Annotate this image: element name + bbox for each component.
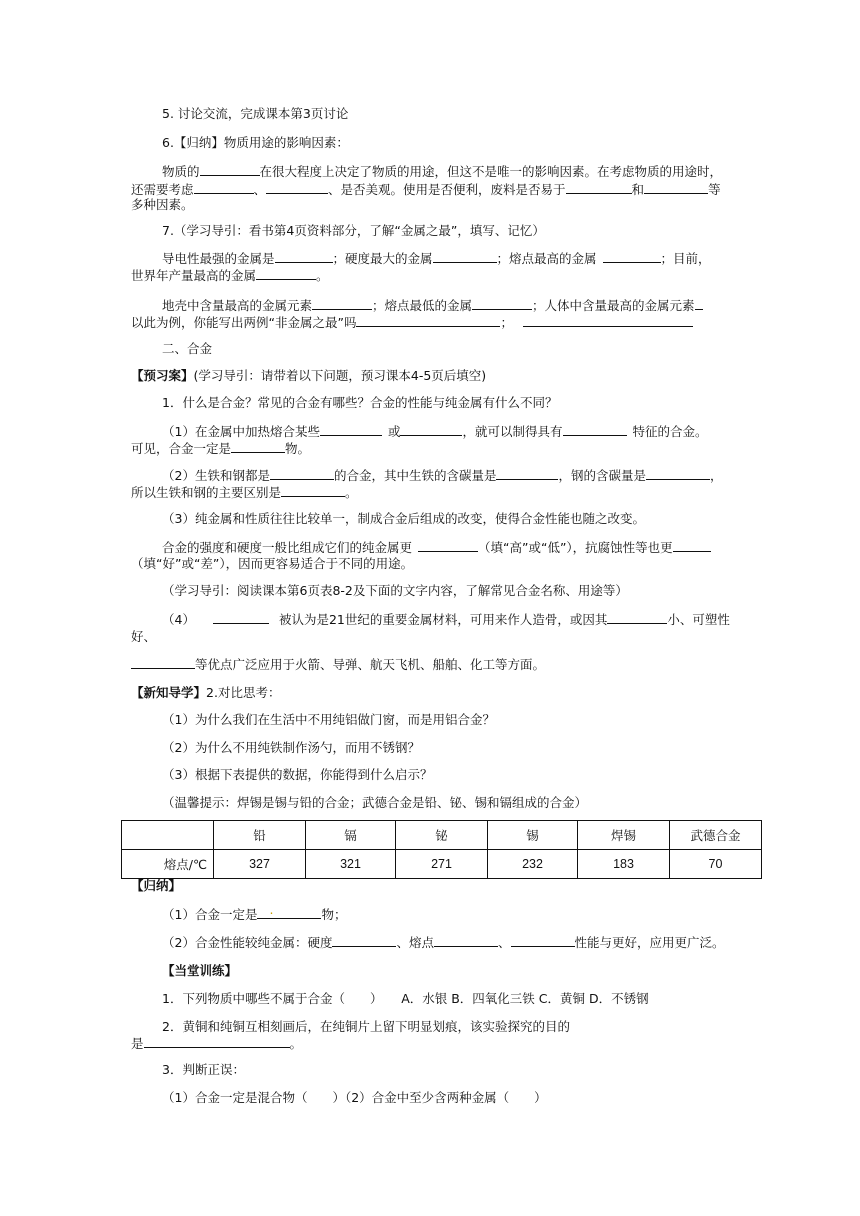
exercise-3-items: （1）合金一定是混合物（ ）（2）合金中至少含两种金属（ ） — [162, 1090, 547, 1105]
study-guide: （学习导引：阅读课本第6页表8-2及下面的文字内容，了解常见合金名称、用途等） — [162, 583, 628, 598]
exercise-2: 2．黄铜和纯铜互相刻画后，在纯铜片上留下明显划痕，该实验探究的目的 — [162, 1019, 570, 1034]
para-line: （2）生铁和钢都是 的合金，其中生铁的含碳量是 ，钢的含碳量是 ， — [162, 468, 723, 483]
new-knowledge-heading: 【新知导学】2.对比思考： — [131, 685, 281, 700]
para-line: 以此为例，你能写出两例“非金属之最”吗 ； — [131, 313, 693, 332]
table-cell: 232 — [488, 850, 578, 879]
summary-heading: 【归纳】 — [131, 878, 182, 893]
table-cell: 321 — [306, 850, 396, 879]
para-line: 等优点广泛应用于火箭、导弹、航天飞机、船舶、化工等方面。 — [131, 655, 545, 674]
question: （3）根据下表提供的数据，你能得到什么启示？ — [162, 767, 433, 782]
table-header-cell: 铋 — [396, 821, 488, 850]
table-header-cell: 铅 — [214, 821, 306, 850]
table-row — [122, 850, 762, 879]
para-line: （2）合金性能较纯金属：硬度 、熔点 、 性能与更好，应用更广泛。 — [162, 935, 725, 950]
section-2-title: 二、合金 — [162, 341, 213, 356]
item-7: 7.（学习导引：看书第4页资料部分，了解“金属之最”，填写、记忆） — [162, 223, 545, 238]
table-cell: 70 — [670, 850, 762, 879]
table-header-cell: 武德合金 — [670, 821, 762, 850]
exercise-3: 3．判断正误： — [162, 1062, 245, 1077]
table-cell: 271 — [396, 850, 488, 879]
table-header-cell: 锡 — [488, 821, 578, 850]
para-line: 导电性最强的金属是 ；硬度最大的金属 ；熔点最高的金属 ；目前， — [162, 251, 711, 266]
mark-dot: . — [269, 902, 274, 917]
para-line: 可见，合金一定是 物。 — [131, 441, 311, 456]
table-header-cell: 镉 — [306, 821, 396, 850]
para-line: 还需要考虑 、 、是否美观。使用是否便利，废料是否易于 和 等 — [131, 182, 721, 197]
para-line: （填“好”或“差”），因而更容易适合于不同的用途。 — [131, 556, 414, 571]
question: （2）为什么不用纯铁制作汤勺，而用不锈钢？ — [162, 740, 420, 755]
question-1: 1．什么是合金？常见的合金有哪些？合金的性能与纯金属有什么不同？ — [162, 395, 558, 410]
item-5: 5. 讨论交流，完成课本第3页讨论 — [162, 106, 349, 121]
para-line: （3）纯金属和性质往往比较单一，制成合金后组成的改变，使得合金性能也随之改变。 — [162, 511, 645, 526]
row-label: 熔点/℃ — [122, 850, 214, 879]
para-line: 地壳中含量最高的金属元素 ；熔点最低的金属 ；人体中含量最高的金属元素 — [162, 296, 703, 315]
para-line: 合金的强度和硬度一般比组成它们的纯金属更 （填“高”或“低”），抗腐蚀性等也更 — [162, 538, 711, 557]
table-header-cell: 焊锡 — [578, 821, 670, 850]
question: （1）为什么我们在生活中不用纯铝做门窗，而是用铝合金？ — [162, 712, 495, 727]
exercise-1: 1．下列物质中哪些不属于合金（ ） A．水银 B．四氧化三铁 C．黄铜 D．不锈钢 — [162, 991, 649, 1006]
para-line: （1）合金一定是 . 物； — [162, 902, 347, 922]
practice-heading: 【当堂训练】 — [162, 963, 238, 978]
para-line: 多种因素。 — [131, 197, 194, 212]
hint: （温馨提示：焊锡是锡与铅的合金；武德合金是铅、铋、锡和镉组成的合金） — [162, 795, 588, 810]
melting-point-table — [121, 820, 762, 879]
para-line: 世界年产量最高的金属 。 — [131, 268, 329, 283]
para-line: 是 。 — [131, 1036, 303, 1051]
para-line: （4） 被认为是21世纪的重要金属材料，可用来作人造骨，或因其 小、可塑性 — [162, 612, 730, 627]
para-line: （1）在金属中加热熔合某些 或 ，就可以制得具有 特征的合金。 — [162, 424, 708, 439]
para-line: 好、 — [131, 629, 157, 644]
preview-heading: 【预习案】(学习导引：请带着以下问题，预习课本4-5页后填空) — [131, 368, 487, 383]
table-cell: 327 — [214, 850, 306, 879]
table-header-cell — [122, 821, 214, 850]
para-line: 物质的 在很大程度上决定了物质的用途，但这不是唯一的影响因素。在考虑物质的用途时， — [162, 164, 723, 179]
table-cell: 183 — [578, 850, 670, 879]
para-line: 所以生铁和钢的主要区别是 。 — [131, 485, 358, 500]
table-header-row — [122, 821, 762, 850]
item-6-heading: 6.【归纳】物质用途的影响因素： — [162, 135, 349, 150]
